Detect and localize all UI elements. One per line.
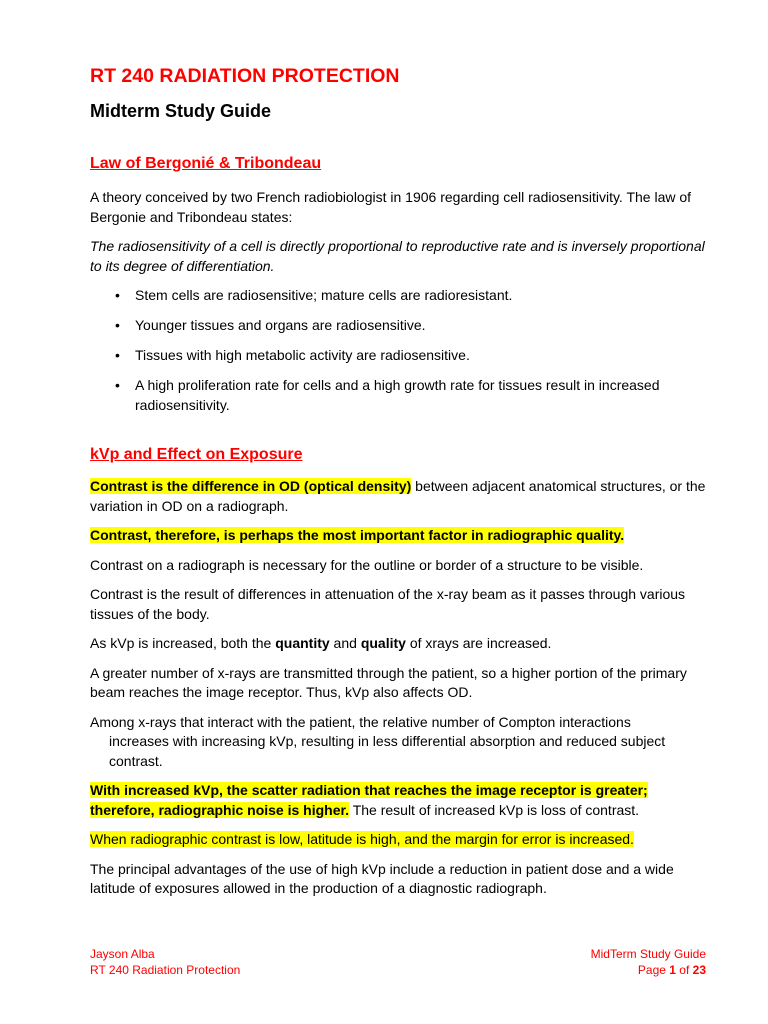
paragraph-xray-transmission: A greater number of x-rays are transmitted through the patient, so a higher portion of the primary beam reaches the image receptor. Thus, kVp also affects OD. [90, 664, 687, 700]
footer-page-number: Page 1 of 23 [637, 963, 706, 977]
footer-left [90, 946, 240, 978]
footer-course: RT 240 Radiation Protection [90, 963, 241, 977]
section-heading-bergonie: Law of Bergonié & Tribondeau [90, 155, 322, 172]
bullet-icon: • [115, 377, 120, 393]
list-item: • A high proliferation rate for cells and a high growth rate for tissues result in increased radiosensitivity. [115, 377, 660, 413]
paragraph-kvp-quantity-quality: As kVp is increased, both the quantity and quality of xrays are increased. [90, 635, 552, 651]
list-item: • Younger tissues and organs are radiosensitive. [90, 316, 710, 336]
footer-author: Jayson Alba [90, 947, 155, 961]
paragraph-scatter-radiation: With increased kVp, the scatter radiation that reaches the image receptor is greater; therefore, radiographic noise is higher. The result of increased kVp is loss of contrast. [90, 782, 648, 818]
section1-bullet-list [90, 286, 710, 415]
bullet-icon: • [115, 317, 120, 333]
paragraph-latitude: When radiographic contrast is low, latitude is high, and the margin for error is increased. [90, 831, 634, 847]
document-title: RT 240 RADIATION PROTECTION [90, 65, 400, 87]
paragraph-contrast-attenuation: Contrast is the result of differences in attenuation of the x-ray beam as it passes through various tissues of the body. [90, 586, 686, 622]
footer-doc-title: MidTerm Study Guide [590, 947, 706, 961]
bullet-icon: • [115, 347, 120, 363]
list-item: • Tissues with high metabolic activity are radiosensitive. [90, 346, 710, 366]
section1-law-quote: The radiosensitivity of a cell is directly proportional to reproductive rate and is inversely proportional to its degree of differentiation. [90, 238, 705, 274]
section-heading-kvp: kVp and Effect on Exposure [90, 446, 303, 463]
paragraph-contrast-outline: Contrast on a radiograph is necessary for the outline or border of a structure to be visible. [90, 556, 644, 573]
paragraph-compton-interactions: Among x-rays that interact with the patient, the relative number of Compton interactions increases with increasing kVp, resulting in less differential absorption and reduced subject contrast. [90, 713, 666, 769]
document-subtitle: Midterm Study Guide [90, 101, 272, 121]
section1-intro: A theory conceived by two French radiobiologist in 1906 regarding cell radiosensitivity. The law of Bergonie and Tribondeau states: [90, 189, 692, 225]
list-item: • Stem cells are radiosensitive; mature cells are radioresistant. [90, 286, 710, 306]
paragraph-contrast-importance: Contrast, therefore, is perhaps the most important factor in radiographic quality. [90, 527, 625, 543]
page-content [90, 64, 710, 899]
footer-right [591, 946, 706, 978]
paragraph-high-kvp-advantages: The principal advantages of the use of high kVp include a reduction in patient dose and a wide latitude of exposures allowed in the production of a diagnostic radiograph. [90, 860, 674, 896]
paragraph-contrast-definition: Contrast is the difference in OD (optical density) between adjacent anatomical structures, or the variation in OD on a radiograph. [90, 478, 706, 514]
bullet-icon: • [115, 287, 120, 303]
